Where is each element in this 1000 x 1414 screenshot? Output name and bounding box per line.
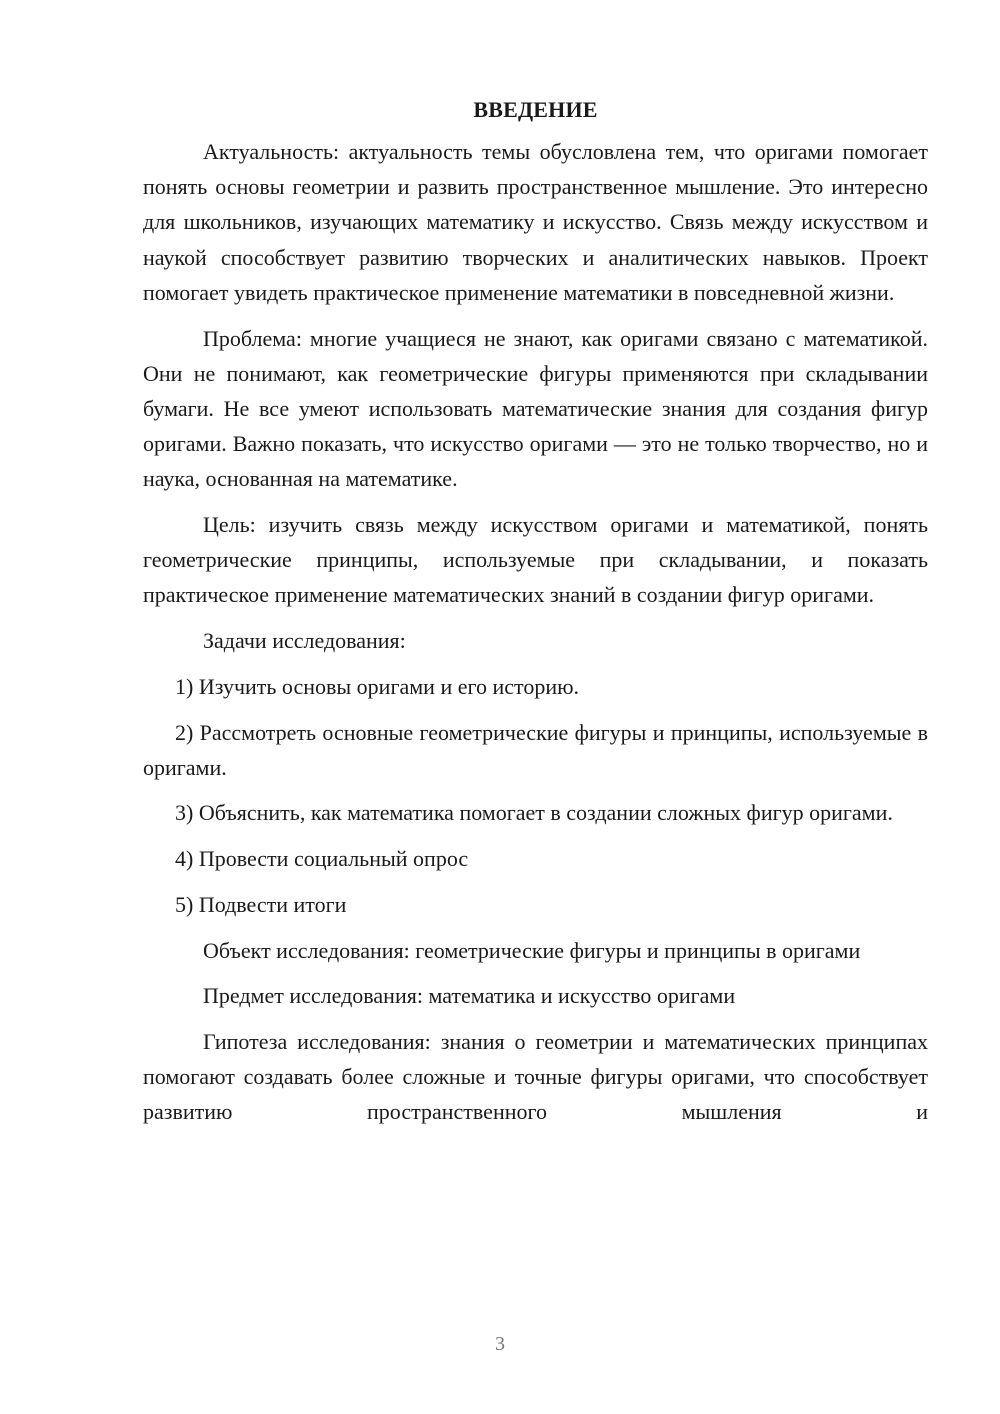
paragraph-tasks-heading: Задачи исследования: xyxy=(203,628,406,654)
document-page xyxy=(143,92,928,1130)
paragraph-problem: Проблема: многие учащиеся не знают, как оригами связано с математикой. Они не понимают, как геометрические фигуры применяются при складывании бумаги. Не все умеют использовать математические знания для создания фигур оригами. Важно показать, что искусство оригами — это не только творчество, но и наука, основанная на математике. xyxy=(143,325,928,492)
page-number: 3 xyxy=(495,1333,505,1355)
list-item-task-1: 1) Изучить основы оригами и его историю. xyxy=(175,673,580,699)
paragraph-goal: Цель: изучить связь между искусством оригами и математикой, понять геометрические принципы, используемые при складывании, и показать практическое применение математических знаний в создании фигур оригами. xyxy=(143,512,928,608)
list-item-task-4: 4) Провести социальный опрос xyxy=(175,846,469,872)
paragraph-subject: Предмет исследования: математика и искусство оригами xyxy=(203,983,736,1009)
paragraph-object: Объект исследования: геометрические фигуры и принципы в оригами xyxy=(203,937,861,963)
list-item-task-2: 2) Рассмотреть основные геометрические фигуры и принципы, используемые в оригами. xyxy=(143,719,928,780)
list-item-task-5: 5) Подвести итоги xyxy=(175,891,347,917)
paragraph-relevance: Актуальность: актуальность темы обусловлена тем, что оригами помогает понять основы геометрии и развить пространственное мышление. Это интересно для школьников, изучающих математику и искусство. Связь между искусством и наукой способствует развитию творческих и аналитических навыков. Проект помогает увидеть практическое применение математики в повседневной жизни. xyxy=(143,139,928,305)
title-wrap xyxy=(143,92,928,128)
page-title: ВВЕДЕНИЕ xyxy=(473,97,598,122)
list-item-task-3: 3) Объяснить, как математика помогает в создании сложных фигур оригами. xyxy=(175,800,893,826)
paragraph-hypothesis: Гипотеза исследования: знания о геометрии и математических принципах помогают создавать более сложные и точные фигуры оригами, что способствует развитию пространственного мышления и xyxy=(143,1028,928,1125)
